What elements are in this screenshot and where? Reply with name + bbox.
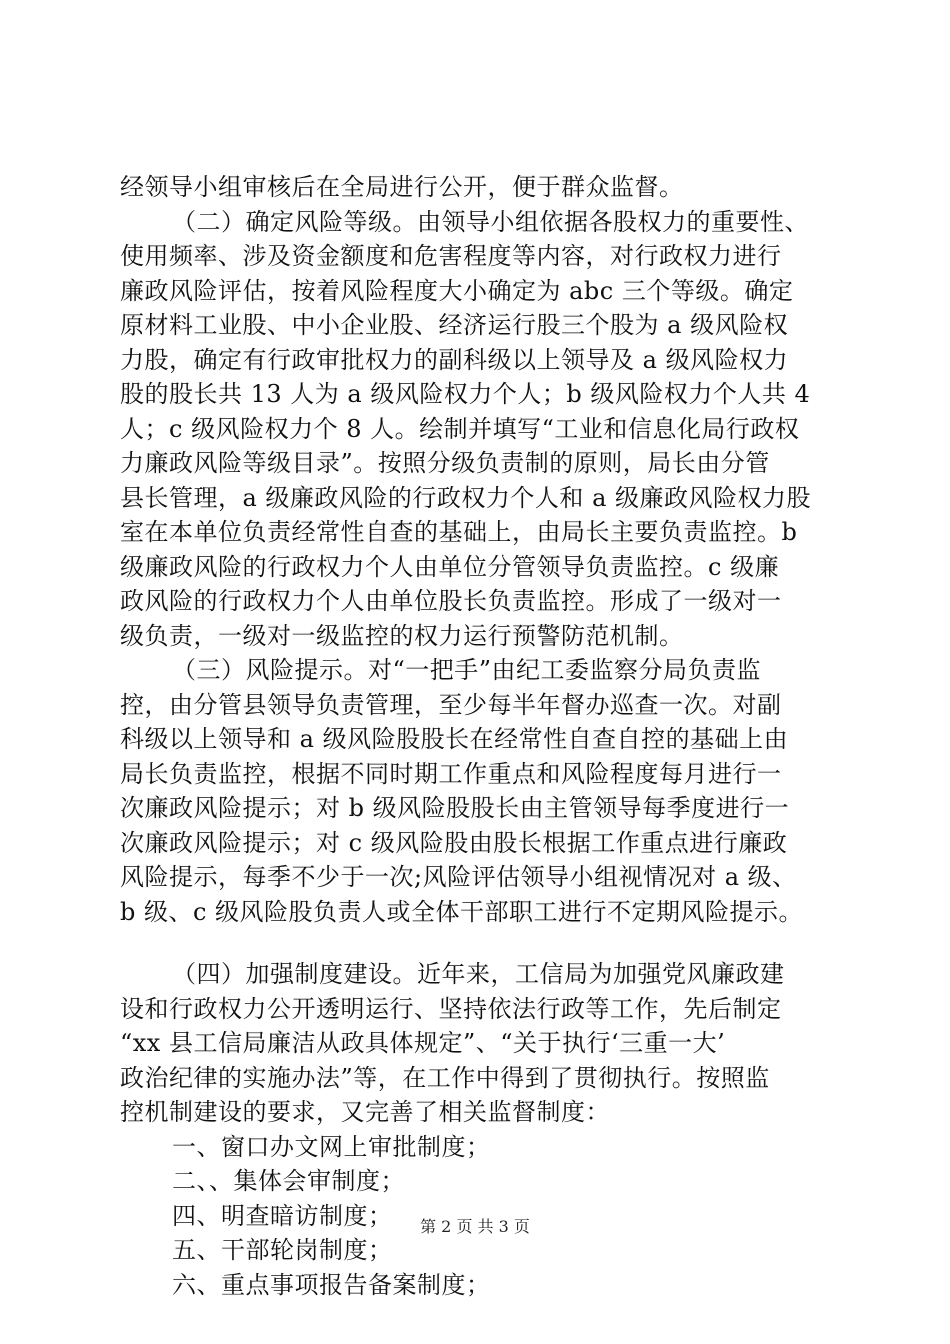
paragraph-line: 经领导小组审核后在全局进行公开，便于群众监督。 [120,173,684,201]
list-item: 四、明查暗访制度； [172,1201,393,1230]
paragraph-line: 使用频率、涉及资金额度和危害程度等内容，对行政权力进行 [120,242,782,270]
list-item: 五、干部轮岗制度； [172,1236,393,1264]
paragraph-line: 控，由分管县领导负责管理，至少每半年督办巡查一次。对副 [120,690,782,719]
paragraph-line: （三）风险提示。对“一把手”由纪工委监察分局负责监 [172,656,762,684]
paragraph-line: 股的股长共 13 人为 a 级风险权力个人；b 级风险权力个人共 4 [120,380,811,408]
paragraph-line: 次廉政风险提示；对 c 级风险股由股长根据工作重点进行廉政 [120,828,788,857]
document-body [120,170,840,1302]
paragraph-line: “xx 县工信局廉洁从政具体规定”、“关于执行‘三重一大’ [120,1029,726,1057]
paragraph-line: （二）确定风险等级。由领导小组依据各股权力的重要性、 [172,207,809,236]
paragraph-line: 设和行政权力公开透明运行、坚持依法行政等工作，先后制定 [120,994,782,1023]
paragraph-line: b 级、c 级风险股负责人或全体干部职工进行不定期风险提示。 [120,897,804,926]
paragraph-line: 局长负责监控，根据不同时期工作重点和风险程度每月进行一 [120,759,782,788]
page-footer [0,1217,950,1237]
paragraph-line: 力廉政风险等级目录”。按照分级负责制的原则，局长由分管 [120,449,770,477]
paragraph-line: 级廉政风险的行政权力个人由单位分管领导负责监控。c 级廉 [120,552,780,581]
paragraph-line: 廉政风险评估，按着风险程度大小确定为 abc 三个等级。确定 [120,276,794,305]
paragraph-line: 力股，确定有行政审批权力的副科级以上领导及 a 级风险权力 [120,345,789,374]
paragraph-line: 科级以上领导和 a 级风险股股长在经常性自查自控的基础上由 [120,725,789,753]
paragraph-gap [120,929,840,957]
paragraph-line: 级负责，一级对一级监控的权力运行预警防范机制。 [120,621,684,650]
paragraph-line: 政治纪律的实施办法”等，在工作中得到了贯彻执行。按照监 [120,1063,770,1092]
paragraph-line: 原材料工业股、中小企业股、经济运行股三个股为 a 级风险权 [120,311,789,339]
paragraph-line: 风险提示，每季不少于一次;风险评估领导小组视情况对 a 级、 [120,863,797,891]
paragraph-line: 控机制建设的要求，又完善了相关监督制度： [120,1098,610,1126]
list-item: 二、、集体会审制度； [172,1167,405,1195]
list-item: 六、重点事项报告备案制度； [172,1270,491,1299]
paragraph-line: 政风险的行政权力个人由单位股长负责监控。形成了一级对一 [120,587,782,615]
list-item: 一、窗口办文网上审批制度； [172,1132,491,1161]
paragraph-line: 室在本单位负责经常性自查的基础上，由局长主要负责监控。b [120,518,798,546]
page-number-label: 第 2 页 共 3 页 [420,1217,530,1236]
paragraph-line: 县长管理，a 级廉政风险的行政权力个人和 a 级廉政风险权力股 [120,483,812,512]
paragraph-line: 次廉政风险提示；对 b 级风险股股长由主管领导每季度进行一 [120,794,790,822]
paragraph-line: 人；c 级风险权力个 8 人。绘制并填写“工业和信息化局行政权 [120,414,800,443]
paragraph-line: （四）加强制度建设。近年来，工信局为加强党风廉政建 [172,960,785,988]
